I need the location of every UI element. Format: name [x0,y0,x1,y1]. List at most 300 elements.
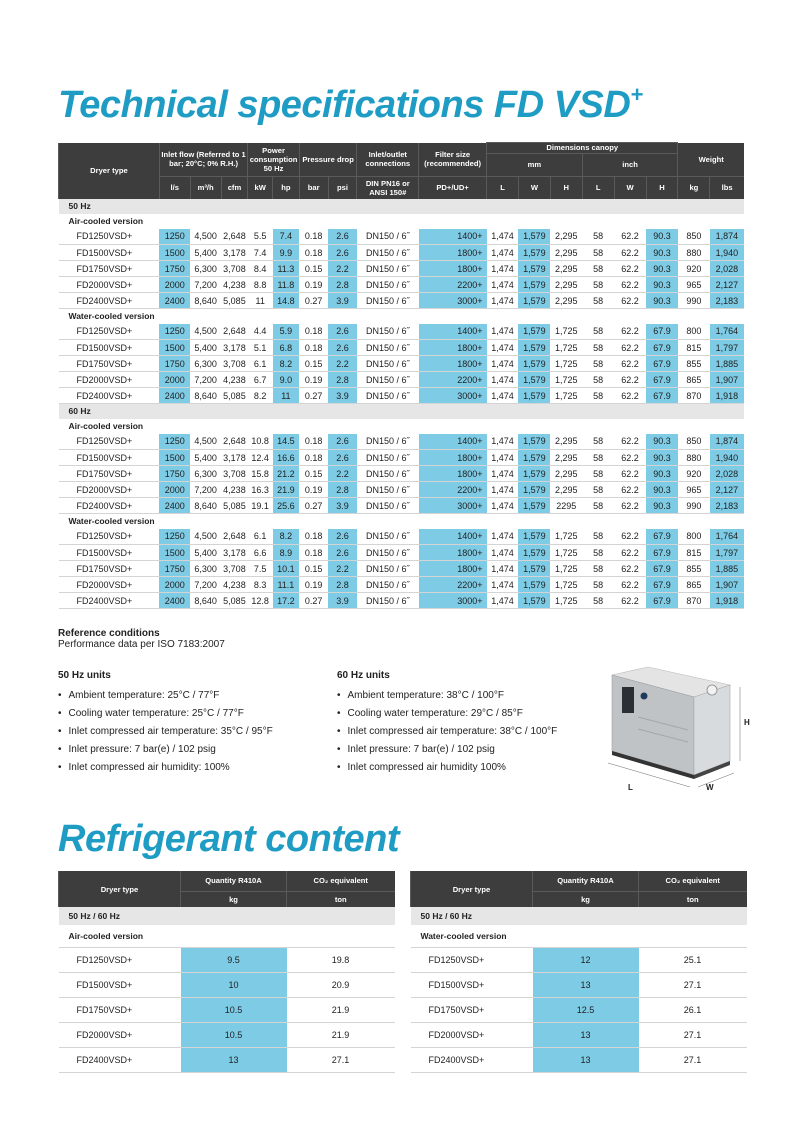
table-cell: 58 [582,356,614,372]
table-cell: 1,725 [550,577,582,593]
table-cell: 1750 [159,261,190,277]
table-cell: DN150 / 6˝ [357,434,419,450]
table-cell: 1400+ [419,229,487,245]
table-cell: 2,183 [710,498,744,514]
table-cell: 0.18 [299,340,328,356]
table-cell: 10 [181,972,287,997]
table-cell: 2,648 [221,434,248,450]
table-cell: 62.2 [614,498,646,514]
dryer-model: FD2000VSD+ [59,1022,181,1047]
header-quantity: Quantity R410A [533,871,639,891]
table-cell: 1,579 [518,482,550,498]
dryer-model: FD1500VSD+ [59,545,160,561]
table-cell: 9.5 [181,947,287,972]
table-cell: DN150 / 6˝ [357,245,419,261]
table-cell: 2000 [159,577,190,593]
table-cell: 2.6 [328,545,357,561]
table-cell: 58 [582,293,614,309]
table-cell: DN150 / 6˝ [357,593,419,609]
header-unit: PD+/UD+ [419,177,487,199]
table-cell: 7,200 [190,277,221,293]
table-row [59,388,745,404]
table-cell: 67.9 [646,388,678,404]
table-cell: 90.3 [646,498,678,514]
header-co2: CO₂ equivalent [639,871,747,891]
table-cell: 26.1 [639,997,747,1022]
table-cell: 13 [181,1047,287,1072]
table-cell: 11 [273,388,300,404]
table-cell: DN150 / 6˝ [357,229,419,245]
dryer-model: FD2000VSD+ [59,372,160,388]
table-cell: 67.9 [646,529,678,545]
table-row [59,324,745,340]
table-cell: 58 [582,466,614,482]
version-row [59,419,745,434]
table-cell: 0.27 [299,593,328,609]
table-cell: 67.9 [646,372,678,388]
header-unit: psi [328,177,357,199]
table-cell: 1,579 [518,261,550,277]
header-unit: kW [248,177,273,199]
table-cell: DN150 / 6˝ [357,372,419,388]
table-cell: 67.9 [646,561,678,577]
table-cell: 7,200 [190,577,221,593]
table-cell: 800 [678,324,710,340]
dryer-model: FD1750VSD+ [411,997,533,1022]
table-row [59,482,745,498]
header-dryer-type: Dryer type [411,871,533,907]
table-cell: 1,579 [518,434,550,450]
table-row [59,372,745,388]
table-row [411,1047,747,1072]
table-cell: 870 [678,388,710,404]
header-dryer-type: Dryer type [59,871,181,907]
table-cell: 0.18 [299,450,328,466]
table-cell: 6,300 [190,261,221,277]
table-cell: 90.3 [646,229,678,245]
table-cell: 62.2 [614,261,646,277]
table-cell: 1800+ [419,561,487,577]
table-cell: 62.2 [614,229,646,245]
table-cell: 1400+ [419,434,487,450]
table-cell: DN150 / 6˝ [357,529,419,545]
table-cell: 1,474 [487,388,519,404]
table-cell: 4,238 [221,372,248,388]
table-cell: 8,640 [190,388,221,404]
table-cell: 2,295 [550,261,582,277]
table-row [59,340,745,356]
table-cell: 0.18 [299,245,328,261]
table-cell: 58 [582,324,614,340]
table-row [59,972,395,997]
table-cell: 1750 [159,466,190,482]
version-label: Air-cooled version [59,925,395,947]
table-cell: 1500 [159,340,190,356]
table-cell: 9.9 [273,245,300,261]
table-cell: 2,183 [710,293,744,309]
table-cell: 0.15 [299,356,328,372]
table-cell: 850 [678,434,710,450]
header-unit: L [487,177,519,199]
page-title-specifications: Technical specifications FD VSD+ [58,82,643,126]
table-cell: 6,300 [190,356,221,372]
table-cell: 8,640 [190,293,221,309]
table-cell: 2400 [159,593,190,609]
table-cell: 25.1 [639,947,747,972]
header-unit: l/s [159,177,190,199]
table-cell: 1400+ [419,529,487,545]
dryer-model: FD2000VSD+ [59,482,160,498]
units-50hz [58,670,273,777]
dimension-label-l: L [628,783,633,792]
table-cell: 1,474 [487,324,519,340]
table-cell: 2.6 [328,340,357,356]
version-label: Air-cooled version [59,214,745,229]
table-cell: 5,085 [221,388,248,404]
table-row [59,577,745,593]
table-cell: 10.1 [273,561,300,577]
table-cell: 1,918 [710,388,744,404]
specifications-table [58,142,744,609]
table-cell: DN150 / 6˝ [357,277,419,293]
version-row [59,925,395,947]
header-pressure: Pressure drop [299,143,357,177]
table-cell: 1,474 [487,466,519,482]
table-cell: 62.2 [614,577,646,593]
table-cell: 8.3 [248,577,273,593]
refrigerant-table-water-cooled [410,871,747,1073]
table-cell: 62.2 [614,450,646,466]
table-cell: 1,885 [710,561,744,577]
table-cell: 1,474 [487,545,519,561]
table-cell: 62.2 [614,482,646,498]
table-cell: 19.8 [287,947,395,972]
table-cell: 90.3 [646,277,678,293]
frequency-label: 50 Hz [59,199,745,214]
table-cell: DN150 / 6˝ [357,293,419,309]
header-dimensions: Dimensions canopy [487,143,678,154]
reference-title: Reference conditions [58,628,160,639]
table-cell: 1,797 [710,545,744,561]
header-unit: bar [299,177,328,199]
version-label: Water-cooled version [59,514,745,529]
dryer-model: FD2400VSD+ [411,1047,533,1072]
table-cell: 1,907 [710,577,744,593]
header-ton: ton [639,891,747,907]
header-unit: H [550,177,582,199]
dryer-model: FD2400VSD+ [59,593,160,609]
table-cell: 90.3 [646,482,678,498]
table-cell: DN150 / 6˝ [357,356,419,372]
table-cell: 0.18 [299,324,328,340]
table-row [59,261,745,277]
table-cell: 2,295 [550,434,582,450]
table-cell: 25.6 [273,498,300,514]
table-cell: 5.5 [248,229,273,245]
table-cell: 62.2 [614,356,646,372]
table-cell: DN150 / 6˝ [357,498,419,514]
table-cell: DN150 / 6˝ [357,545,419,561]
table-cell: 2295 [550,498,582,514]
dryer-model: FD2000VSD+ [59,577,160,593]
units-60hz [337,670,557,777]
dryer-model: FD1250VSD+ [59,434,160,450]
table-cell: 67.9 [646,340,678,356]
dryer-model: FD1500VSD+ [59,245,160,261]
table-cell: 67.9 [646,324,678,340]
table-cell: 2200+ [419,577,487,593]
table-cell: 1,579 [518,561,550,577]
table-cell: 2.6 [328,434,357,450]
table-cell: 21.9 [287,1022,395,1047]
table-cell: 2,648 [221,229,248,245]
table-cell: 13 [533,1047,639,1072]
table-cell: 2,295 [550,229,582,245]
table-cell: 4,238 [221,277,248,293]
table-cell: 6.1 [248,356,273,372]
table-cell: 17.2 [273,593,300,609]
table-cell: 2.6 [328,529,357,545]
table-cell: 1,474 [487,529,519,545]
version-row [59,214,745,229]
dryer-model: FD1500VSD+ [59,340,160,356]
dryer-product-image [598,663,750,793]
units-50hz-item: • Inlet compressed air humidity: 100% [58,759,273,777]
table-cell: 90.3 [646,245,678,261]
table-cell: 1750 [159,561,190,577]
table-cell: 1,764 [710,324,744,340]
table-cell: 90.3 [646,434,678,450]
table-cell: 1,940 [710,450,744,466]
table-cell: 1750 [159,356,190,372]
table-cell: 2.2 [328,561,357,577]
table-cell: DN150 / 6˝ [357,466,419,482]
table-cell: 965 [678,277,710,293]
table-cell: 2.8 [328,577,357,593]
table-cell: 3000+ [419,498,487,514]
table-cell: 2.2 [328,356,357,372]
table-cell: 990 [678,498,710,514]
table-cell: 11 [248,293,273,309]
table-cell: 62.2 [614,388,646,404]
frequency-label: 60 Hz [59,404,745,419]
dryer-model: FD1250VSD+ [59,229,160,245]
table-cell: 1,579 [518,577,550,593]
table-cell: 58 [582,482,614,498]
header-unit: W [614,177,646,199]
table-cell: 1250 [159,434,190,450]
table-cell: 0.27 [299,498,328,514]
table-cell: 0.15 [299,561,328,577]
table-row [411,997,747,1022]
table-cell: 67.9 [646,577,678,593]
dryer-model: FD1750VSD+ [59,466,160,482]
units-50hz-item: • Inlet pressure: 7 bar(e) / 102 psig [58,741,273,759]
table-cell: 3.9 [328,388,357,404]
table-cell: 2,295 [550,482,582,498]
table-cell: 6.8 [273,340,300,356]
table-cell: 2,127 [710,482,744,498]
table-cell: 1,474 [487,277,519,293]
table-cell: 1,725 [550,372,582,388]
table-cell: 62.2 [614,466,646,482]
table-cell: 4.4 [248,324,273,340]
table-cell: 1,474 [487,229,519,245]
table-cell: 58 [582,577,614,593]
table-cell: 920 [678,261,710,277]
table-cell: 3000+ [419,388,487,404]
table-cell: 62.2 [614,324,646,340]
table-cell: 855 [678,561,710,577]
table-cell: 7,200 [190,372,221,388]
table-cell: 1,907 [710,372,744,388]
table-cell: 4,500 [190,434,221,450]
table-cell: 0.19 [299,277,328,293]
table-cell: 90.3 [646,466,678,482]
version-row [59,309,745,324]
table-cell: DN150 / 6˝ [357,340,419,356]
table-cell: 27.1 [639,1022,747,1047]
table-cell: 58 [582,261,614,277]
table-cell: 5,085 [221,593,248,609]
table-cell: 2400 [159,293,190,309]
table-cell: 2,648 [221,529,248,545]
table-cell: 1,474 [487,434,519,450]
table-cell: 58 [582,529,614,545]
table-cell: 1,474 [487,245,519,261]
dryer-model: FD1750VSD+ [59,561,160,577]
table-row [59,561,745,577]
table-cell: 0.18 [299,545,328,561]
table-cell: 1,474 [487,293,519,309]
table-cell: 13 [533,972,639,997]
units-60hz-item: • Inlet compressed air humidity 100% [337,759,557,777]
table-cell: 1,579 [518,340,550,356]
table-cell: 1,725 [550,561,582,577]
table-cell: 21.9 [273,482,300,498]
table-cell: 2000 [159,372,190,388]
table-cell: 27.1 [639,1047,747,1072]
table-cell: 0.15 [299,466,328,482]
table-cell: 1,579 [518,324,550,340]
header-unit: m³/h [190,177,221,199]
table-cell: 67.9 [646,545,678,561]
header-kg: kg [533,891,639,907]
header-unit: H [646,177,678,199]
header-unit: L [582,177,614,199]
header-dryer-type: Dryer type [59,143,160,199]
table-cell: 7.4 [273,229,300,245]
table-cell: 2400 [159,388,190,404]
table-cell: 0.27 [299,293,328,309]
table-cell: 62.2 [614,529,646,545]
table-cell: 2.6 [328,229,357,245]
table-cell: 5.9 [273,324,300,340]
dryer-model: FD1250VSD+ [59,324,160,340]
table-cell: 90.3 [646,261,678,277]
table-cell: 865 [678,372,710,388]
units-60hz-title: 60 Hz units [337,670,390,681]
table-cell: 1,579 [518,388,550,404]
table-cell: 1,725 [550,529,582,545]
table-cell: 3000+ [419,293,487,309]
table-cell: 1250 [159,324,190,340]
table-cell: 1800+ [419,245,487,261]
units-50hz-item: • Inlet compressed air temperature: 35°C / 95°F [58,723,273,741]
table-cell: 19.1 [248,498,273,514]
table-cell: DN150 / 6˝ [357,561,419,577]
header-quantity: Quantity R410A [181,871,287,891]
table-cell: 2.8 [328,372,357,388]
table-cell: 58 [582,277,614,293]
table-cell: 1250 [159,529,190,545]
table-cell: 1,579 [518,593,550,609]
table-cell: 920 [678,466,710,482]
table-cell: 58 [582,450,614,466]
table-cell: 2,295 [550,277,582,293]
table-cell: 2,295 [550,450,582,466]
table-cell: 815 [678,545,710,561]
table-cell: 880 [678,245,710,261]
table-cell: 4,500 [190,324,221,340]
table-cell: 1250 [159,229,190,245]
table-cell: 62.2 [614,545,646,561]
table-cell: 3,178 [221,245,248,261]
table-cell: 880 [678,450,710,466]
table-cell: 800 [678,529,710,545]
table-cell: 1,725 [550,324,582,340]
units-60hz-item: • Cooling water temperature: 29°C / 85°F [337,705,557,723]
dryer-model: FD1750VSD+ [59,261,160,277]
table-cell: 1,579 [518,245,550,261]
table-cell: DN150 / 6˝ [357,261,419,277]
table-cell: 1,474 [487,261,519,277]
table-cell: 870 [678,593,710,609]
table-row [59,1022,395,1047]
table-cell: 8,640 [190,593,221,609]
table-cell: 67.9 [646,356,678,372]
table-cell: 1800+ [419,356,487,372]
units-60hz-item: • Ambient temperature: 38°C / 100°F [337,687,557,705]
table-cell: 1,874 [710,434,744,450]
table-cell: 0.19 [299,372,328,388]
table-cell: 2,295 [550,466,582,482]
table-cell: 1,474 [487,593,519,609]
dryer-model: FD2400VSD+ [59,498,160,514]
version-label: Air-cooled version [59,419,745,434]
table-cell: 3.9 [328,498,357,514]
version-row [59,514,745,529]
header-inch: inch [582,153,678,176]
dryer-model: FD1750VSD+ [59,997,181,1022]
table-cell: 990 [678,293,710,309]
frequency-row [59,404,745,419]
table-cell: 1,725 [550,356,582,372]
table-cell: 1,474 [487,372,519,388]
version-label: Water-cooled version [411,925,747,947]
table-cell: 27.1 [639,972,747,997]
table-cell: 62.2 [614,245,646,261]
dryer-model: FD2400VSD+ [59,388,160,404]
table-row [59,245,745,261]
frequency-label: 50 Hz / 60 Hz [411,907,747,925]
table-cell: DN150 / 6˝ [357,482,419,498]
table-cell: 3,178 [221,340,248,356]
reference-conditions [58,628,225,650]
units-50hz-item: • Ambient temperature: 25°C / 77°F [58,687,273,705]
table-cell: 3.9 [328,593,357,609]
table-cell: 8.4 [248,261,273,277]
